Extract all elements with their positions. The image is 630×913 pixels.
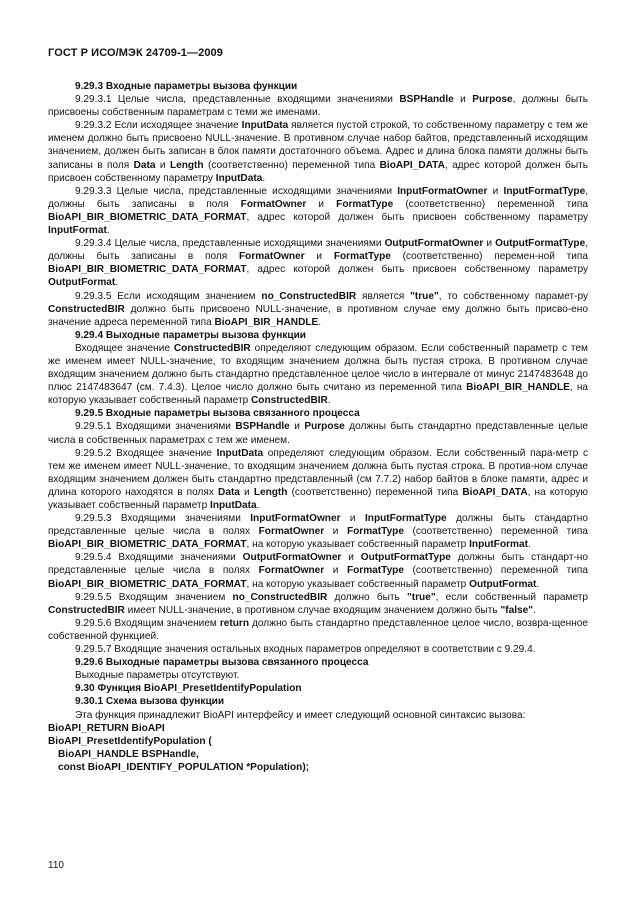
term-bold: BioAPI_BIR_BIOMETRIC_DATA_FORMAT — [48, 264, 247, 276]
paragraph — [48, 237, 588, 289]
term-bold: BioAPI_BIR_BIOMETRIC_DATA_FORMAT — [48, 539, 247, 551]
term-bold: InputFormat — [469, 539, 528, 551]
term-bold: OutputFormat — [48, 277, 116, 289]
text-run: определяют следующим образом. Если собственный параметр с тем же именем имеет NULL-значение, то входящим значением должна быть пустая строка. В противном случае входящим значением должно быть стандартно представленное целое число в интервале от минус 2147483648 до плюс 2147483647 (см. 7.4.3). Целое число должно быть считано из переменной типа — [48, 342, 588, 394]
term-bold: return — [219, 617, 250, 629]
text-run: 9.29.5.4 Входящими значениями — [75, 552, 243, 564]
term-bold: OutputFormatOwner — [384, 238, 484, 250]
text-run: , на которую указывает собственный параметр — [48, 486, 588, 511]
term-bold: OutputFormatType — [495, 238, 586, 250]
text-run: . — [262, 172, 266, 184]
term-bold: FormatType — [346, 526, 404, 538]
term-bold: OutputFormatType — [360, 552, 451, 564]
term-bold: "true" — [410, 290, 439, 302]
term-bold: Data — [218, 486, 240, 498]
term-bold: InputFormatOwner — [397, 185, 488, 197]
text-run: . — [318, 316, 322, 328]
text-run: . — [327, 395, 331, 407]
term-bold: OutputFormat — [469, 578, 537, 590]
text-run: , должны быть присвоены собственным параметрам с теми же именами. — [48, 94, 589, 119]
paragraph — [48, 591, 588, 617]
term-bold: ConstructedBIR — [251, 395, 328, 407]
text-run: 9.29.3.3 Целые числа, представленные исходящими значениями — [75, 185, 398, 197]
text-run: 9.29.3.2 Если исходящее значение — [75, 120, 242, 132]
term-bold: InputFormatType — [364, 513, 447, 525]
text-run: (соответственно) переменной типа — [287, 486, 463, 498]
term-bold: Data — [133, 159, 156, 171]
paragraph — [48, 643, 588, 656]
paragraph — [48, 119, 588, 184]
term-bold: "true" — [406, 591, 436, 603]
term-bold: Length — [169, 159, 204, 171]
text-run: . — [536, 578, 540, 590]
text-run: и — [289, 421, 305, 433]
text-run: . — [256, 500, 260, 511]
text-run: , на которую указывает собственный параметр — [246, 539, 470, 551]
page-header: ГОСТ Р ИСО/МЭК 24709-1—2009 — [48, 47, 223, 59]
text-run: должно быть стандартно представленное целое число, возвра-щенное собственной функцией. — [48, 617, 589, 642]
paragraph: Эта функция принадлежит BioAPI интерфейсу и имеет следующий основной синтаксис вызова: — [75, 709, 526, 721]
text-run: 9.29.5.7 Входящие значения остальных входных параметров определяют в соответствии с 9.29.4. — [75, 644, 536, 656]
section-heading: 9.30 Функция BioAPI_PresetIdentifyPopulation — [75, 683, 302, 695]
section-heading: 9.29.5 Входные параметры вызова связанного процесса — [75, 408, 360, 420]
term-bold: InputData — [210, 500, 257, 511]
term-bold: Length — [253, 486, 288, 498]
text-run: и — [340, 513, 365, 525]
term-bold: FormatOwner — [258, 565, 325, 577]
term-bold: FormatOwner — [240, 198, 307, 210]
term-bold: BioAPI_DATA — [462, 486, 528, 498]
term-bold: "false" — [500, 604, 534, 616]
text-run: и — [324, 526, 347, 538]
term-bold: BSPHandle — [399, 94, 454, 106]
page-number: 110 — [48, 860, 64, 871]
section-heading: 9.30.1 Схема вызова функции — [75, 696, 225, 708]
term-bold: BioAPI_DATA — [379, 159, 445, 171]
text-run: (соответственно) переменной типа — [393, 198, 588, 210]
text-run: , должны быть записаны в поля — [48, 238, 589, 263]
text-run: должны быть стандартно представленные целые числа в собственных параметрах с тем же именем. — [48, 421, 589, 446]
term-bold: OutputFormatOwner — [242, 552, 342, 564]
text-run: . — [115, 277, 119, 289]
text-run: и — [453, 94, 473, 106]
text-run: должны быть стандарт-но представленные целые числа в полях — [48, 552, 588, 577]
term-bold: FormatOwner — [258, 526, 325, 538]
text-run: . — [527, 539, 531, 551]
term-bold: no_ConstructedBIR — [232, 591, 328, 603]
paragraph — [48, 447, 588, 512]
term-bold: InputFormat — [48, 225, 107, 237]
section-heading: 9.29.6 Выходные параметры вызова связанного процесса — [75, 657, 369, 669]
text-run: и — [239, 486, 254, 498]
text-run: 9.29.5.1 Входящими значениями — [75, 421, 236, 433]
code-line: BioAPI_HANDLE BSPHandle, — [58, 748, 199, 760]
text-run: , адрес которой должен быть присвоен собственному параметру — [246, 264, 588, 276]
term-bold: ConstructedBIR — [48, 303, 125, 315]
term-bold: Purpose — [472, 94, 513, 106]
paragraph — [48, 617, 588, 643]
text-run: (соответственно) переменной типа — [403, 526, 589, 538]
text-run: , должны быть записаны в поля — [48, 185, 589, 210]
text-run: и — [155, 159, 170, 171]
text-run: , адрес которой должен быть присвоен собственному параметру — [246, 211, 588, 223]
paragraph — [48, 551, 588, 590]
text-run: 9.29.3.1 Целые числа, представленные входящими значениями — [75, 94, 400, 106]
term-bold: InputFormatOwner — [250, 513, 341, 525]
text-run: и — [304, 251, 334, 263]
text-run: и — [341, 552, 361, 564]
text-run: 9.29.3.5 Если исходящим значением — [75, 290, 262, 302]
text-run: 9.29.3.4 Целые числа, представленные исходящими значениями — [75, 238, 385, 250]
term-bold: Purpose — [304, 421, 345, 433]
document-body — [48, 80, 588, 774]
text-run: является — [356, 290, 411, 302]
section-heading: 9.29.4 Выходные параметры вызова функции — [75, 329, 307, 341]
text-run: (соответственно) перемен-ной типа — [390, 251, 589, 263]
text-run: . — [533, 604, 536, 616]
term-bold: ConstructedBIR — [173, 342, 251, 354]
term-bold: BioAPI_BIR_BIOMETRIC_DATA_FORMAT — [48, 578, 247, 590]
text-run: имеет NULL-значение, в противном случае входящим значением должно быть — [124, 604, 501, 616]
text-run: и — [487, 185, 504, 197]
code-line: BioAPI_RETURN BioAPI — [48, 722, 165, 734]
paragraph: Выходные параметры отсутствуют. — [75, 670, 240, 682]
text-run: , на которую указывает собственный параметр — [246, 578, 470, 590]
text-run: и — [324, 565, 347, 577]
paragraph — [48, 93, 588, 119]
term-bold: FormatType — [346, 565, 404, 577]
term-bold: BioAPI_BIR_HANDLE — [214, 316, 319, 328]
term-bold: InputData — [216, 447, 264, 459]
paragraph — [48, 512, 588, 551]
term-bold: FormatType — [333, 251, 391, 263]
paragraph — [48, 420, 588, 446]
paragraph — [48, 290, 588, 329]
text-run: Входящее значение — [75, 342, 174, 354]
code-line: BioAPI_PresetIdentifyPopulation ( — [48, 735, 212, 747]
term-bold: ConstructedBIR — [48, 604, 125, 616]
code-line: const BioAPI_IDENTIFY_POPULATION *Population); — [58, 761, 310, 773]
text-run: , адрес которой должен быть присвоен собственному параметру — [48, 159, 588, 184]
text-run: . — [106, 225, 110, 237]
text-run: 9.29.5.5 Входящим значением — [75, 591, 233, 603]
term-bold: InputFormatType — [503, 185, 586, 197]
text-run: , то собственному парамет-ру — [438, 290, 588, 302]
text-run: , если собственный параметр — [435, 591, 589, 603]
text-run: 9.29.5.6 Входящим значением — [75, 617, 220, 629]
term-bold: FormatType — [336, 198, 394, 210]
term-bold: InputData — [215, 172, 263, 184]
paragraph — [48, 342, 588, 407]
term-bold: BioAPI_BIR_HANDLE — [466, 382, 570, 394]
paragraph — [48, 185, 588, 237]
text-run: должно быть — [327, 591, 407, 603]
term-bold: InputData — [241, 120, 289, 132]
text-run: должно быть присвоено NULL-значение, в противном случае ему должно быть присво-ено значение адреса переменной типа — [48, 303, 588, 328]
term-bold: BSPHandle — [235, 421, 290, 433]
term-bold: FormatOwner — [239, 251, 305, 263]
text-run: определяют следующим образом. Если собственный пара-метр с тем же именем имеет NULL-значение, то входящим значением должна быть пустая строка. В против-ном случае входящим значением должен быть стандартно представленный (см 7.7.2) набор байтов в блоке памяти, адрес и длина которого находятся в полях — [48, 447, 588, 498]
section-heading: 9.29.3 Входные параметры вызова функции — [75, 81, 298, 92]
text-run: и — [306, 198, 337, 210]
text-run: является пустой строкой, то собственному параметру с тем же именем должно быть присвоено NULL-значение. В противном случае набор байтов, представленный исходящим значением, должен быть записан в блок памяти достаточного объема. Адрес и длина блока памяти должны быть записаны в поля — [48, 120, 588, 171]
text-run: (соответственно) переменной типа — [203, 159, 380, 171]
term-bold: BioAPI_BIR_BIOMETRIC_DATA_FORMAT — [48, 211, 247, 223]
text-run: 9.29.5.3 Входящими значениями — [75, 513, 251, 525]
text-run: 9.29.5.2 Входящее значение — [75, 447, 217, 459]
term-bold: no_ConstructedBIR — [261, 290, 357, 302]
text-run: , на которую указывает собственный параметр — [48, 382, 589, 407]
text-run: (соответственно) переменной типа — [403, 565, 589, 577]
text-run: должны быть стандартно представленные целые числа в полях — [48, 513, 588, 538]
text-run: и — [483, 238, 496, 250]
